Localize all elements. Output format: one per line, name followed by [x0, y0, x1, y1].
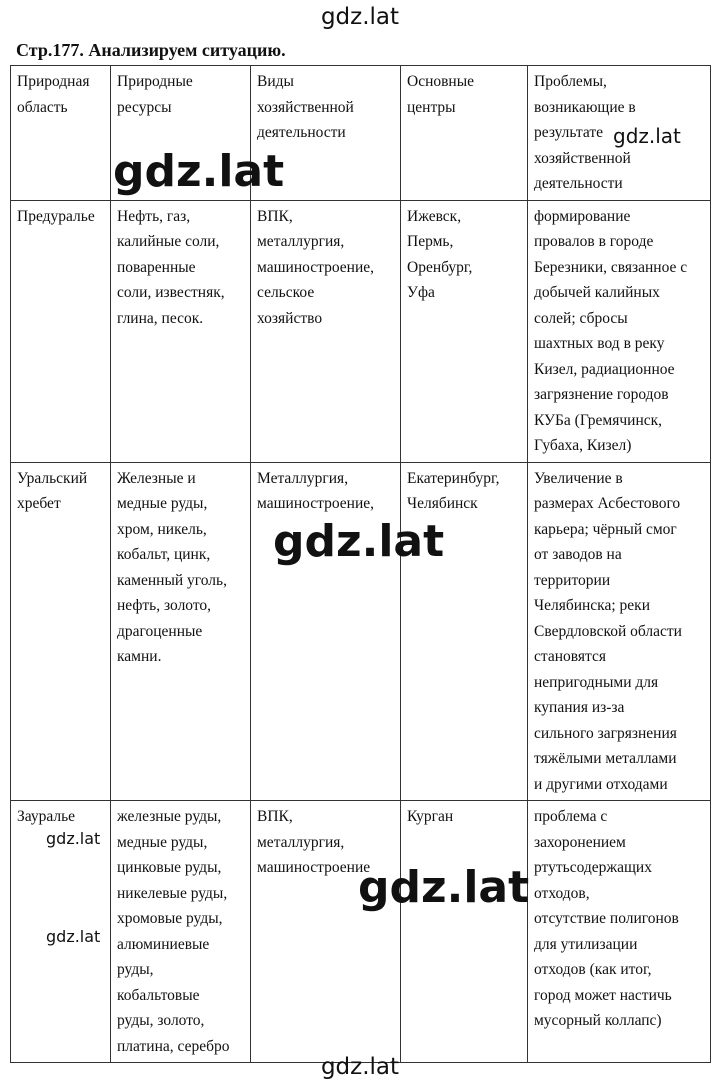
- cell-line: ресурсы: [117, 98, 172, 116]
- cell-line: железные руды,: [117, 808, 222, 825]
- cell-line: Челябинска; реки: [534, 597, 650, 614]
- cell-line: руды,: [117, 961, 154, 978]
- cell-line: нефть, золото,: [117, 597, 212, 614]
- watermark-small-1: gdz.lat: [613, 124, 681, 148]
- cell-line: возникающие в: [534, 98, 636, 116]
- cell-line: Основные: [407, 73, 475, 90]
- cell-problems: [528, 801, 711, 1063]
- watermark-small-3: gdz.lat: [46, 927, 101, 946]
- cell-line: хром, никель,: [117, 520, 207, 538]
- cell-line: деятельности: [257, 124, 346, 141]
- table-row: [11, 801, 711, 1063]
- cell-line: хозяйство: [257, 309, 323, 327]
- cell-line: ВПК,: [257, 207, 293, 225]
- cell-activities: [251, 462, 401, 801]
- cell-line: отсутствие полигонов: [534, 910, 679, 927]
- cell-line: область: [17, 98, 68, 116]
- cell-line: калийные соли,: [117, 233, 220, 250]
- cell-line: Виды: [257, 73, 294, 90]
- cell-line: Металлургия,: [257, 469, 349, 487]
- cell-line: Губаха, Кизел): [534, 437, 632, 454]
- cell-line: Свердловской области: [534, 622, 682, 640]
- cell-line: сельское: [257, 284, 315, 301]
- cell-region: [11, 462, 111, 801]
- cell-line: город может настичь: [534, 986, 672, 1004]
- cell-line: медные руды,: [117, 495, 208, 512]
- cell-activities: [251, 200, 401, 462]
- cell-centers: [401, 462, 528, 801]
- cell-line: кобальт, цинк,: [117, 546, 211, 563]
- cell-line: размерах Асбестового: [534, 495, 681, 512]
- table-row: [11, 200, 711, 462]
- cell-line: захоронением: [534, 833, 626, 851]
- cell-line: ртутьсодержащих: [534, 859, 652, 876]
- cell-line: загрязнение городов: [534, 386, 669, 403]
- cell-line: непригодными для: [534, 673, 659, 691]
- cell-problems: [528, 462, 711, 801]
- cell-line: ВПК,: [257, 808, 293, 825]
- cell-line: провалов в городе: [534, 233, 654, 250]
- cell-line: отходов (как итог,: [534, 961, 652, 978]
- cell-resources: [111, 801, 251, 1063]
- cell-line: хозяйственной: [534, 149, 631, 167]
- cell-line: Природная: [17, 73, 90, 90]
- cell-line: Ижевск,: [407, 207, 462, 225]
- cell-line: отходов,: [534, 884, 590, 902]
- cell-line: Екатеринбург,: [407, 469, 500, 487]
- cell-line: драгоценные: [117, 622, 203, 640]
- cell-line: машиностроение: [257, 859, 371, 876]
- cell-line: хозяйственной: [257, 98, 354, 116]
- cell-line: руды, золото,: [117, 1012, 205, 1029]
- watermark-small-2: gdz.lat: [46, 829, 101, 848]
- cell-line: тяжёлыми металлами: [534, 750, 677, 767]
- cell-line: от заводов на: [534, 546, 622, 563]
- cell-line: Березники, связанное с: [534, 258, 688, 276]
- cell-line: Природные: [117, 73, 193, 90]
- cell-line: цинковые руды,: [117, 859, 222, 876]
- cell-problems: [528, 200, 711, 462]
- cell-resources: [111, 200, 251, 462]
- cell-line: металлургия,: [257, 233, 345, 250]
- cell-line: Оренбург,: [407, 258, 473, 276]
- cell-line: Пермь,: [407, 233, 454, 250]
- cell-line: платина, серебро: [117, 1037, 230, 1055]
- cell-line: результате: [534, 124, 603, 141]
- cell-line: становятся: [534, 648, 606, 665]
- cell-centers: [401, 200, 528, 462]
- cell-line: хромовые руды,: [117, 910, 223, 927]
- cell-line: для утилизации: [534, 935, 638, 953]
- header-cell-centers: [401, 66, 528, 201]
- cell-line: Уральский: [17, 469, 88, 487]
- cell-line: Уфа: [407, 284, 435, 301]
- cell-line: Железные и: [117, 469, 196, 487]
- cell-line: сильного загрязнения: [534, 724, 677, 742]
- cell-line: поваренные: [117, 258, 196, 276]
- cell-line: центры: [407, 98, 456, 116]
- watermark-large-1: gdz.lat: [113, 146, 285, 197]
- cell-line: и другими отходами: [534, 775, 668, 793]
- cell-line: Нефть, газ,: [117, 207, 191, 225]
- cell-line: купания из-за: [534, 699, 625, 716]
- page-title: Стр.177. Анализируем ситуацию.: [16, 40, 286, 60]
- cell-line: мусорный коллапс): [534, 1012, 662, 1029]
- cell-line: Увеличение в: [534, 469, 623, 487]
- cell-line: глина, песок.: [117, 309, 204, 327]
- cell-line: формирование: [534, 207, 631, 225]
- watermark-large-2: gdz.lat: [273, 516, 445, 567]
- cell-line: алюминиевые: [117, 935, 210, 953]
- cell-line: КУБа (Гремячинск,: [534, 411, 663, 429]
- cell-line: кобальтовые: [117, 986, 200, 1004]
- cell-centers: [401, 801, 528, 1063]
- cell-line: Проблемы,: [534, 73, 607, 90]
- cell-line: камни.: [117, 648, 162, 665]
- cell-line: проблема с: [534, 808, 608, 825]
- cell-line: машиностроение,: [257, 258, 374, 276]
- cell-line: Челябинск: [407, 495, 478, 512]
- cell-resources: [111, 462, 251, 801]
- cell-line: Предуралье: [17, 207, 95, 225]
- watermark-large-3: gdz.lat: [358, 862, 530, 913]
- cell-line: никелевые руды,: [117, 884, 228, 902]
- cell-line: солей; сбросы: [534, 309, 628, 327]
- cell-line: добычей калийных: [534, 284, 660, 301]
- cell-line: Курган: [407, 808, 454, 825]
- cell-line: каменный уголь,: [117, 571, 227, 589]
- table-row: [11, 462, 711, 801]
- watermark-bottom: gdz.lat: [320, 1054, 400, 1080]
- cell-line: Кизел, радиационное: [534, 360, 675, 378]
- cell-line: Зауралье: [17, 808, 76, 825]
- cell-line: металлургия,: [257, 833, 345, 851]
- cell-line: соли, известняк,: [117, 284, 225, 301]
- cell-activities: [251, 801, 401, 1063]
- cell-line: деятельности: [534, 175, 623, 192]
- cell-line: карьера; чёрный смог: [534, 520, 677, 538]
- cell-line: машиностроение,: [257, 495, 374, 512]
- header-cell-region: [11, 66, 111, 201]
- watermark-top: gdz.lat: [320, 4, 400, 30]
- cell-region: [11, 200, 111, 462]
- cell-line: территории: [534, 571, 611, 589]
- cell-line: хребет: [17, 495, 61, 512]
- cell-line: медные руды,: [117, 833, 208, 851]
- cell-line: шахтных вод в реку: [534, 335, 665, 352]
